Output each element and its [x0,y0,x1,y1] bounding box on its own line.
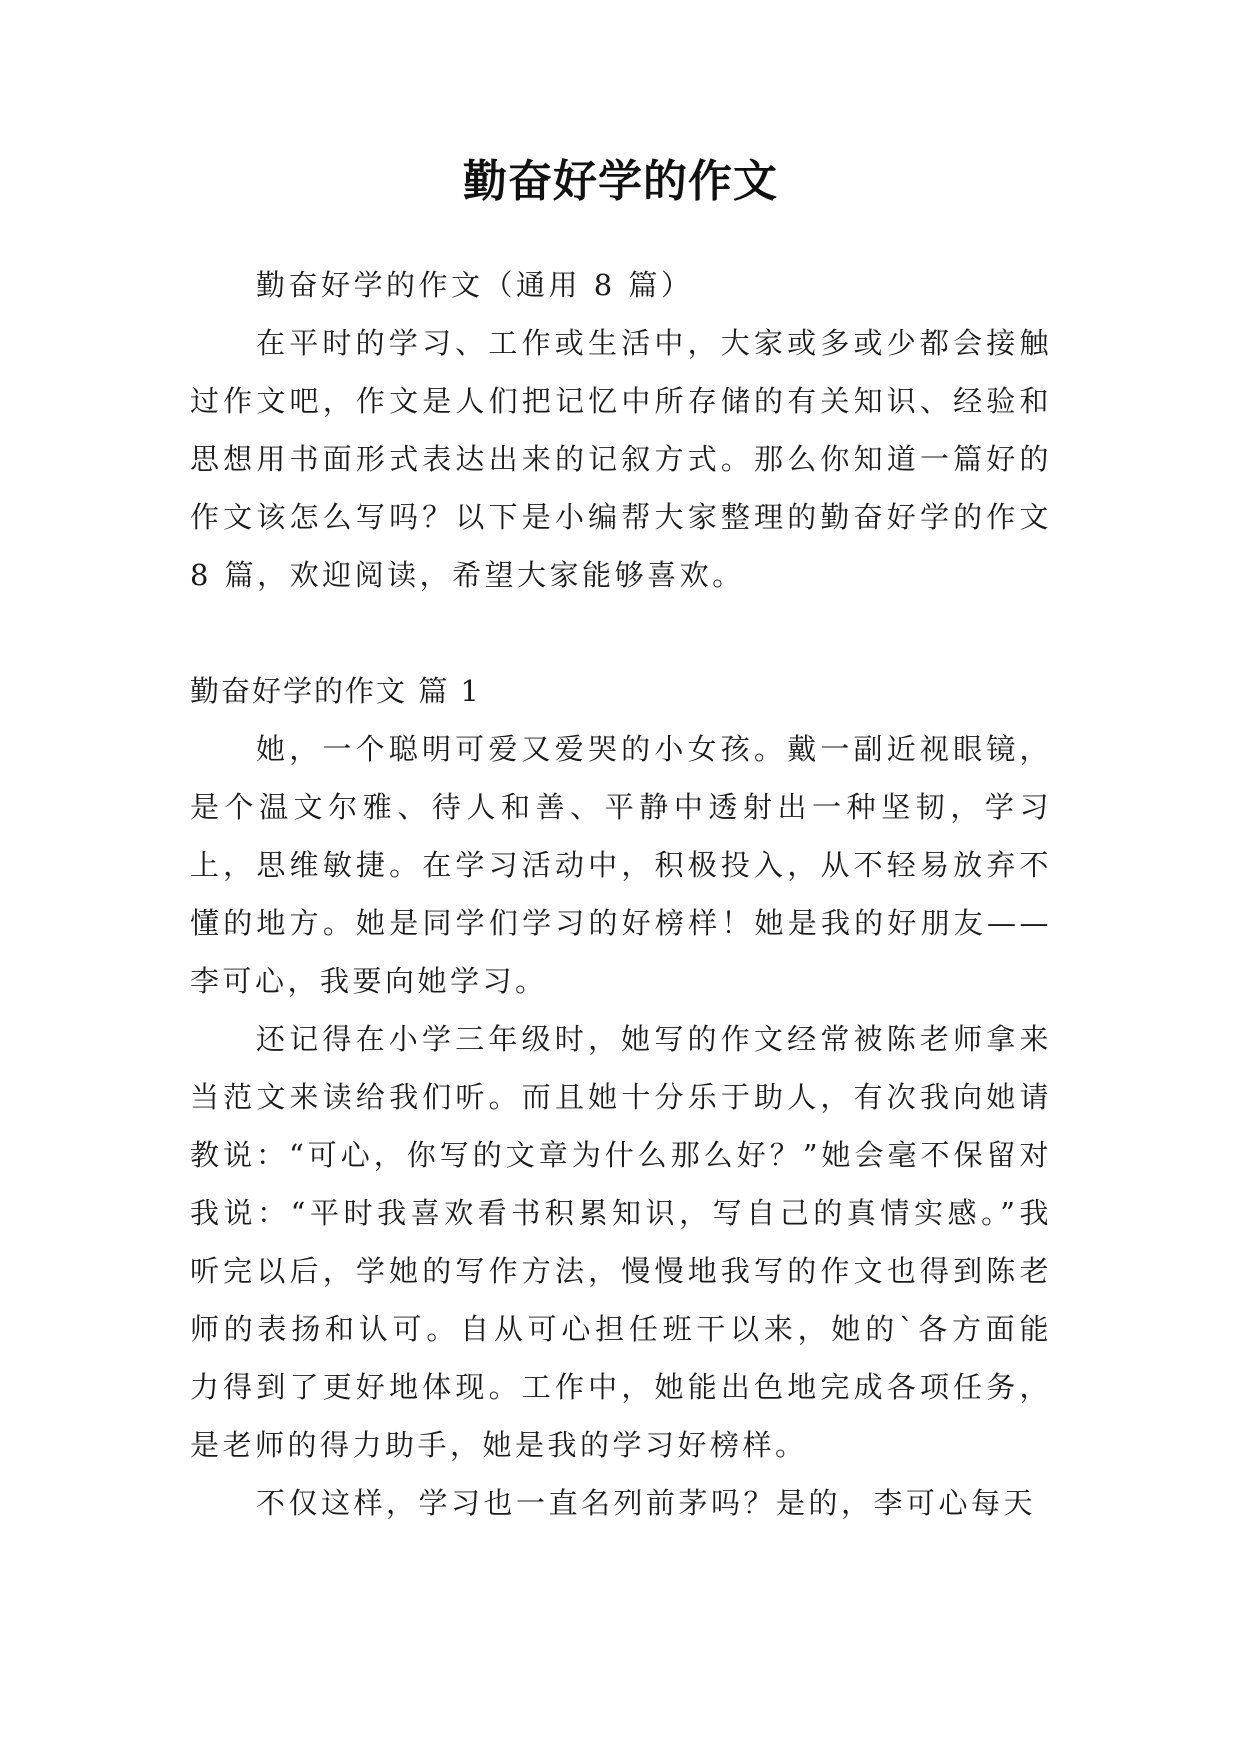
document-subtitle: 勤奋好学的作文（通用 8 篇） [256,268,694,302]
document-title: 勤奋好学的作文 [463,156,778,207]
intro-paragraph: 在平时的学习、工作或生活中，大家或多或少都会接触过作文吧，作文是人们把记忆中所存储的有关知识、经验和思想用书面形式表达出来的记叙方式。那么你知道一篇好的作文该怎么写吗？以下是小编帮大家整理的勤奋好学的作文 8 篇，欢迎阅读，希望大家能够喜欢。 [190,326,1052,592]
document-body [190,256,1052,1532]
body-paragraph: 还记得在小学三年级时，她写的作文经常被陈老师拿来当范文来读给我们听。而且她十分乐于助人，有次我向她请教说：“可心，你写的文章为什么那么好？”她会毫不保留对我说：“平时我喜欢看书积累知识，写自己的真情实感。”我听完以后，学她的写作方法，慢慢地我写的作文也得到陈老师的表扬和认可。自从可心担任班干以来，她的`各方面能力得到了更好地体现。工作中，她能出色地完成各项任务，是老师的得力助手，她是我的学习好榜样。 [190,1022,1052,1462]
section-heading: 勤奋好学的作文 篇 1 [190,674,481,708]
body-paragraph: 不仅这样，学习也一直名列前茅吗？是的，李可心每天 [256,1486,1037,1520]
body-paragraph: 她，一个聪明可爱又爱哭的小女孩。戴一副近视眼镜，是个温文尔雅、待人和善、平静中透射出一种坚韧，学习上，思维敏捷。在学习活动中，积极投入，从不轻易放弃不懂的地方。她是同学们学习的好榜样！她是我的好朋友——李可心，我要向她学习。 [190,732,1052,998]
